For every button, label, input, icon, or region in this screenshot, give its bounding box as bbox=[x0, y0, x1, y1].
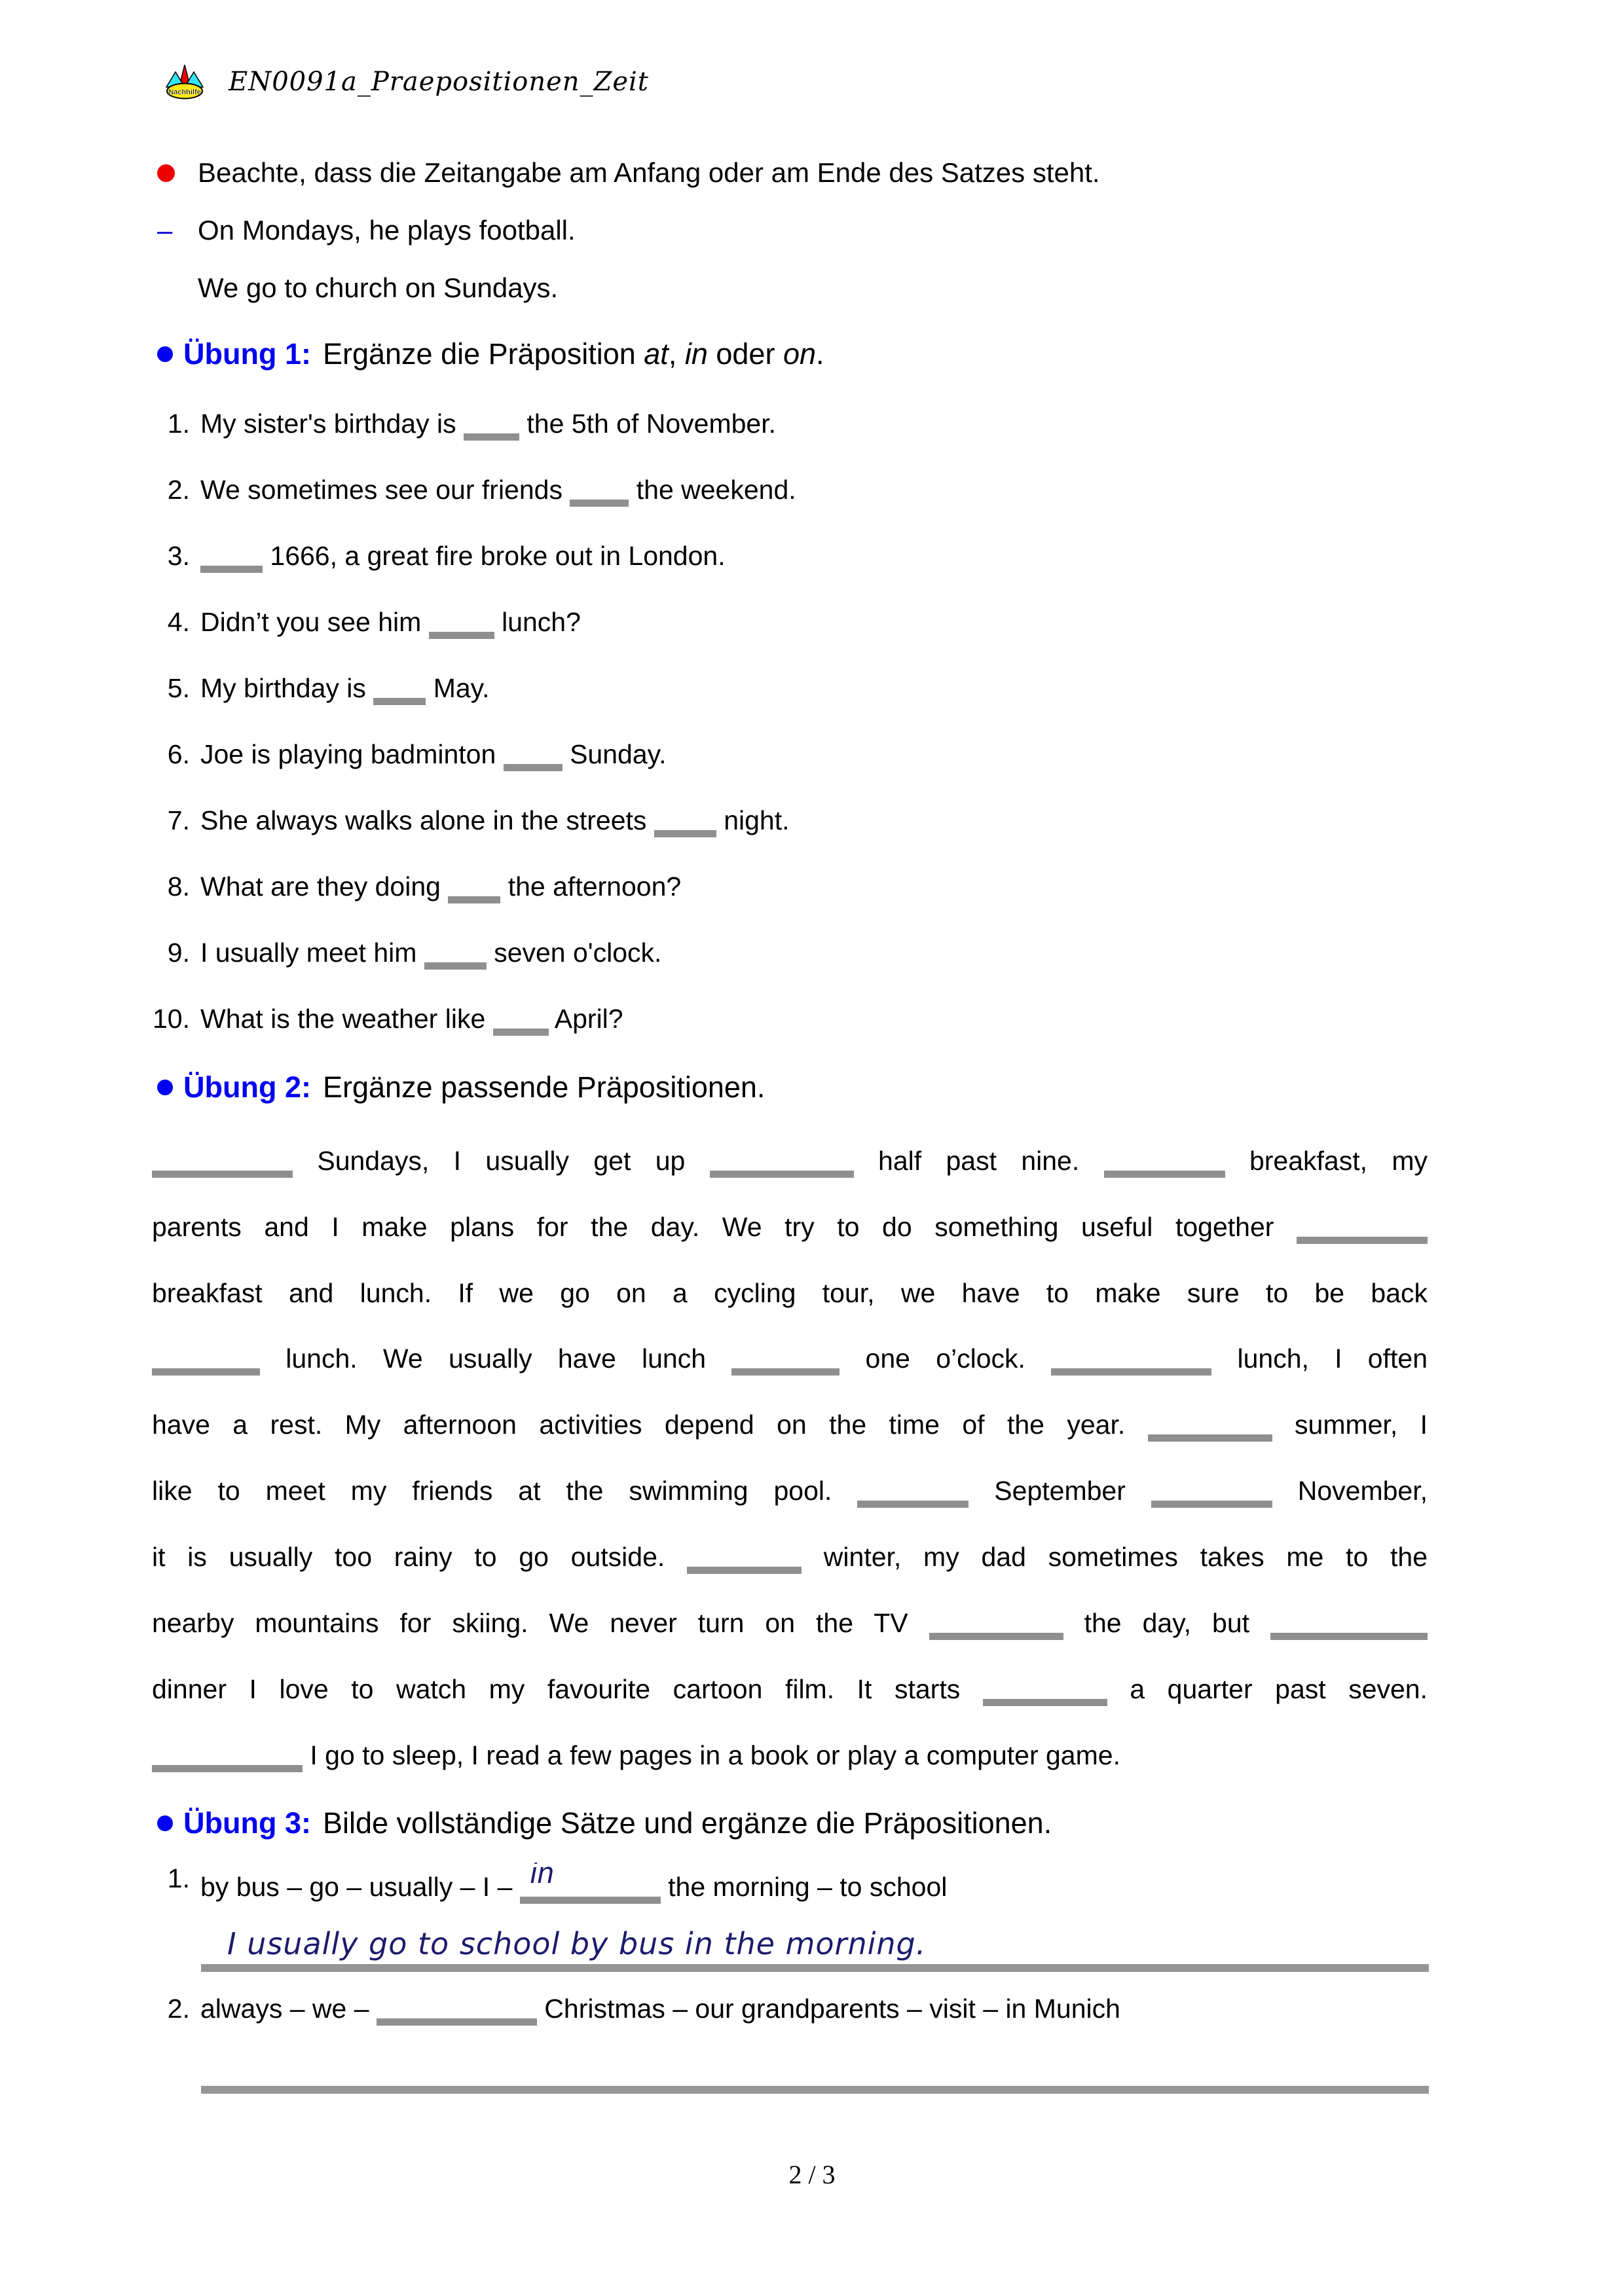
text-run: like to meet my friends at the swimming pool. bbox=[152, 1476, 858, 1506]
text-run: lunch? bbox=[494, 607, 581, 637]
text-run: November, bbox=[1272, 1476, 1428, 1506]
note-lead bbox=[157, 157, 198, 189]
text-run: Joe is playing badminton bbox=[200, 739, 504, 769]
exercise1-item bbox=[149, 607, 1446, 639]
text-run: the day, but bbox=[1063, 1608, 1270, 1638]
logo-label: Nachhilfe bbox=[168, 88, 201, 96]
exercise1-items bbox=[149, 409, 1446, 1070]
item-text bbox=[200, 805, 1446, 837]
blank-field[interactable] bbox=[1104, 1148, 1225, 1178]
exercise3-items bbox=[149, 1863, 1446, 2115]
text-run: a quarter past seven. bbox=[1107, 1674, 1428, 1704]
text-run: Ergänze die Präposition bbox=[322, 337, 644, 371]
item-text bbox=[200, 475, 1446, 507]
italic-text-run: at bbox=[644, 337, 669, 371]
page-number: 2 / 3 bbox=[788, 2160, 836, 2189]
item-number: 8. bbox=[167, 871, 190, 902]
exercise1-title: Übung 1: bbox=[183, 337, 311, 371]
blue-bullet-icon bbox=[157, 346, 173, 362]
text-run: Didn’t you see him bbox=[200, 607, 429, 637]
item-number: 1. bbox=[167, 1863, 190, 1893]
item-number: 1. bbox=[167, 409, 190, 439]
text-run: seven o'clock. bbox=[486, 938, 662, 968]
blank-field[interactable] bbox=[200, 543, 263, 573]
item-number: 9. bbox=[167, 938, 190, 968]
item-text bbox=[200, 541, 1446, 573]
nachhilfe-logo bbox=[166, 64, 204, 100]
text-run: always – we – bbox=[200, 1994, 377, 2024]
exercise3-item bbox=[149, 1993, 1446, 2026]
exercise1-heading bbox=[157, 337, 824, 372]
text-run: 1666, a great fire broke out in London. bbox=[263, 541, 726, 571]
blank-field[interactable] bbox=[1151, 1478, 1272, 1508]
text-run: She always walks alone in the streets bbox=[200, 805, 654, 835]
text-run: We sometimes see our friends bbox=[200, 475, 570, 505]
item-text bbox=[200, 673, 1446, 705]
blank-field[interactable] bbox=[929, 1611, 1063, 1640]
blank-field[interactable] bbox=[1297, 1214, 1428, 1244]
text-run: the weekend. bbox=[629, 475, 796, 505]
text-run: breakfast, my bbox=[1225, 1146, 1428, 1176]
text-run: by bus – go – usually – I – bbox=[200, 1872, 520, 1902]
item-number: 2. bbox=[167, 475, 190, 505]
blank-field[interactable] bbox=[429, 610, 494, 639]
blank-field[interactable] bbox=[464, 411, 519, 441]
dash-icon: – bbox=[157, 215, 173, 246]
text-run: winter, my dad sometimes takes me to the bbox=[802, 1542, 1428, 1572]
note-text: Beachte, dass die Zeitangabe am Anfang oder am Ende des Satzes steht. bbox=[198, 157, 1100, 188]
exercise1-item bbox=[149, 673, 1446, 705]
blue-bullet-icon bbox=[157, 1080, 173, 1095]
exercise1-item bbox=[149, 871, 1446, 903]
item-number: 4. bbox=[167, 607, 190, 637]
blank-field[interactable] bbox=[1148, 1412, 1272, 1442]
text-run: My sister's birthday is bbox=[200, 409, 464, 439]
text-run: one o’clock. bbox=[840, 1343, 1052, 1374]
paragraph-line bbox=[152, 1673, 1428, 1706]
item-text bbox=[200, 739, 1446, 771]
exercise1-item bbox=[149, 739, 1446, 771]
text-run: I go to sleep, I read a few pages in a book or play a computer game. bbox=[303, 1740, 1120, 1770]
text-run: What is the weather like bbox=[200, 1004, 493, 1034]
blank-field[interactable] bbox=[504, 742, 563, 771]
text-run: My birthday is bbox=[200, 673, 374, 703]
paragraph-line bbox=[152, 1211, 1428, 1244]
exercise2-paragraph bbox=[152, 1144, 1428, 1805]
example-text: On Mondays, he plays football. bbox=[198, 215, 576, 246]
blank-field[interactable] bbox=[654, 808, 716, 837]
blank-field[interactable] bbox=[448, 874, 500, 903]
text-run: oder bbox=[707, 337, 783, 371]
text-run: the morning – to school bbox=[660, 1872, 948, 1902]
item-number: 10. bbox=[153, 1004, 190, 1034]
text-run: , bbox=[668, 337, 685, 371]
blank-field[interactable] bbox=[570, 477, 629, 507]
item-number: 6. bbox=[167, 739, 190, 769]
blank-field[interactable] bbox=[377, 1996, 537, 2026]
exercise1-item bbox=[149, 938, 1446, 970]
text-run: I usually meet him bbox=[200, 938, 424, 968]
item-text bbox=[200, 409, 1446, 441]
paragraph-line bbox=[152, 1144, 1428, 1178]
text-run: September bbox=[969, 1476, 1151, 1506]
handwritten-answer: in bbox=[530, 1863, 555, 1889]
blank-field[interactable] bbox=[1051, 1346, 1211, 1376]
paragraph-line bbox=[152, 1607, 1428, 1640]
note-line bbox=[157, 157, 1467, 189]
item-text bbox=[200, 1004, 1446, 1036]
answer-blank-field[interactable] bbox=[520, 1863, 661, 1904]
example-text: We go to church on Sundays. bbox=[198, 272, 559, 303]
exercise2-heading bbox=[157, 1070, 765, 1105]
text-run: April? bbox=[548, 1004, 623, 1034]
example-line bbox=[157, 215, 1467, 246]
paragraph-line bbox=[152, 1540, 1428, 1574]
document-title: EN0091a_Praepositionen_Zeit bbox=[229, 67, 649, 97]
text-run: May. bbox=[426, 673, 490, 703]
exercise3-title: Übung 3: bbox=[183, 1806, 311, 1840]
text-run: nearby mountains for skiing. We never turn on the TV bbox=[152, 1608, 929, 1638]
text-run: half past nine. bbox=[853, 1146, 1104, 1176]
text-run: Christmas – our grandparents – visit – in Munich bbox=[536, 1994, 1120, 2024]
item-text bbox=[200, 1993, 1120, 2026]
example-line bbox=[157, 272, 1467, 304]
blank-field[interactable] bbox=[152, 1148, 293, 1178]
item-number: 7. bbox=[167, 805, 190, 835]
exercise1-item bbox=[149, 409, 1446, 441]
paragraph-line bbox=[152, 1277, 1428, 1309]
exercise3-instruction: Bilde vollständige Sätze und ergänze die Präpositionen. bbox=[322, 1806, 1052, 1840]
header bbox=[166, 64, 649, 100]
item-number: 3. bbox=[167, 541, 190, 571]
text-run: summer, I bbox=[1272, 1410, 1428, 1440]
text-run: it is usually too rainy to go outside. bbox=[152, 1542, 688, 1572]
exercise1-item bbox=[149, 1004, 1446, 1036]
item-text bbox=[200, 871, 1446, 903]
blank-field[interactable] bbox=[983, 1677, 1107, 1706]
italic-text-run: on bbox=[783, 337, 816, 371]
handwritten-answer: I usually go to school by bus in the morning. bbox=[227, 1926, 927, 1961]
italic-text-run: in bbox=[684, 337, 708, 371]
text-run: breakfast and lunch. If we go on a cycling tour, we have to make sure to be back bbox=[152, 1278, 1428, 1308]
text-run: the afternoon? bbox=[500, 871, 682, 902]
paragraph-line bbox=[152, 1408, 1428, 1442]
text-run: Sunday. bbox=[562, 739, 667, 769]
item-text bbox=[200, 607, 1446, 639]
exercise2-instruction: Ergänze passende Präpositionen. bbox=[322, 1070, 766, 1104]
answer-line[interactable] bbox=[201, 1921, 1429, 1972]
text-run: Sundays, I usually get up bbox=[293, 1146, 710, 1176]
paragraph-line bbox=[152, 1342, 1428, 1376]
blank-field[interactable] bbox=[1270, 1611, 1428, 1640]
text-run: the 5th of November. bbox=[519, 409, 776, 439]
text-run: lunch. We usually have lunch bbox=[260, 1343, 732, 1374]
exercise3-item bbox=[149, 1863, 1446, 1904]
note-section bbox=[157, 157, 1467, 330]
exercise1-item bbox=[149, 805, 1446, 837]
item-number: 5. bbox=[167, 673, 190, 703]
text-run: have a rest. My afternoon activities depend on the time of the year. bbox=[152, 1410, 1148, 1440]
text-run: What are they doing bbox=[200, 871, 449, 902]
blank-field[interactable] bbox=[373, 676, 426, 705]
exercise1-item bbox=[149, 541, 1446, 573]
paragraph-line bbox=[152, 1474, 1428, 1508]
text-run: lunch, I often bbox=[1211, 1343, 1428, 1374]
exercise2-title: Übung 2: bbox=[183, 1070, 311, 1104]
answer-line[interactable] bbox=[201, 2043, 1429, 2094]
blank-field[interactable] bbox=[710, 1148, 854, 1178]
item-text bbox=[200, 1863, 947, 1904]
text-run: . bbox=[816, 337, 824, 371]
blank-field[interactable] bbox=[857, 1478, 969, 1508]
blank-field[interactable] bbox=[424, 940, 487, 970]
blank-field[interactable] bbox=[687, 1544, 802, 1574]
blank-field[interactable] bbox=[152, 1743, 303, 1772]
item-number: 2. bbox=[167, 1994, 190, 2024]
exercise1-item bbox=[149, 475, 1446, 507]
text-run: parents and I make plans for the day. We try to do something useful together bbox=[152, 1212, 1297, 1242]
text-run: night. bbox=[716, 805, 790, 835]
blank-field[interactable] bbox=[152, 1346, 260, 1376]
red-bullet-icon bbox=[157, 164, 175, 182]
exercise3-heading bbox=[157, 1806, 1052, 1841]
exercise1-instruction bbox=[323, 337, 824, 372]
paragraph-line bbox=[152, 1739, 1428, 1772]
item-text bbox=[200, 938, 1446, 970]
blank-field[interactable] bbox=[731, 1346, 840, 1376]
text-run: dinner I love to watch my favourite cartoon film. It starts bbox=[152, 1674, 983, 1704]
blank-field[interactable] bbox=[493, 1006, 549, 1036]
blue-bullet-icon bbox=[157, 1815, 173, 1831]
